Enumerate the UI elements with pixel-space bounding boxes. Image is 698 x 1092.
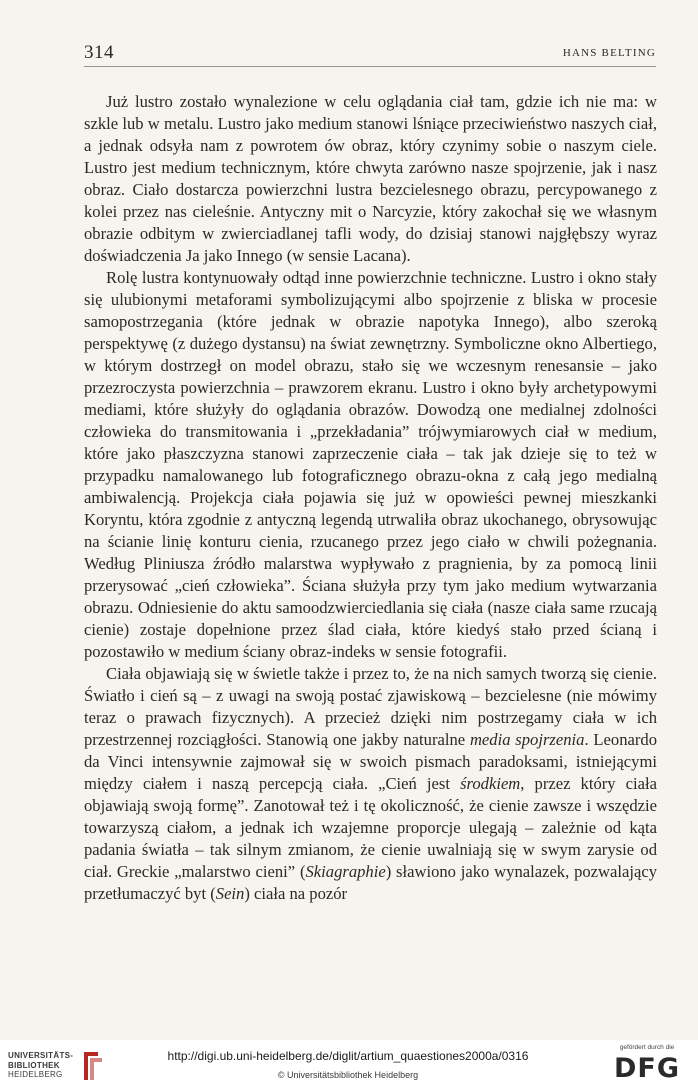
paragraph-2: Rolę lustra kontynuowały odtąd inne powierzchnie techniczne. Lustro i okno stały się ulubionymi metaforami symbolizującymi albo spojrzenie z bliska w procesie samopostrzegania (które jednak w obrazie napotyka Innego), albo szeroką perspektywę (z dużego dystansu) na świat zewnętrzny. Symboliczne okno Albertiego, w którym dostrzegł on model obrazu, stało się we wczesnym renesansie – jako przezroczysta powierzchnia – prawzorem ekranu. Lustro i okno były archetypowymi mediami, które służyły do oglądania obrazów. Dowodzą one medialnej zdolności człowieka do transmitowania i „przekładania” trójwymiarowych ciał w medium, które jako płaszczyzna stanowi zaprzeczenie ciała – tak jak dzieje się to też w przypadku namalowanego lub fotograficznego obrazu-okna z całą jego medialną ambiwalencją. Projekcja ciała pojawia się już w opowieści pewnej mieszkanki Koryntu, która zgodnie z antyczną legendą utrwaliła obraz ukochanego, obrysowując na ścianie linię konturu cienia, rzucanego przez jego ciało w chwili pożegnania. Według Pliniusza źródło malarstwa wypływało z pragnienia, by za pomocą linii przerysować „cień człowieka”. Ściana służyła przy tym jako medium wytwarzania obrazu. Odniesienie do aktu samoodzwierciedlania się ciała (nasze ciała same rzucają cienie) zostaje dopełnione przez ślad ciała, które kiedyś stało przed ścianą i pozostawiło w medium ściany obraz-indeks w sensie fotografii.	[84, 268, 657, 661]
page-number: 314	[84, 42, 114, 63]
library-name-line: UNIVERSITÄTS-	[8, 1051, 74, 1060]
library-name-line: HEIDELBERG	[8, 1070, 63, 1079]
page-header	[84, 42, 656, 66]
copyright-notice: © Universitätsbibliothek Heidelberg	[277, 1070, 419, 1080]
dfg-wordmark: DFG	[613, 1053, 681, 1084]
funding-caption: gefördert durch die	[619, 1044, 675, 1051]
paragraph-1: Już lustro zostało wynalezione w celu oglądania ciał tam, gdzie ich nie ma: w szkle lub w metalu. Lustro jako medium stanowi lśniące przeciwieństwo naszych ciał, a jednak odsyła nam z powrotem ów obraz, który czynimy sobie o naszym ciele. Lustro jest medium technicznym, które chwyta zarówno nasze spojrzenie, jak i nasz obraz. Ciało dostarcza powierzchni lustra bezcielesnego obrazu, percypowanego z kolei przez nas cieleśnie. Antyczny mit o Narcyzie, który zakochał się we własnym obrazie odbitym w zwierciadlanej tafli wody, do dzisiaj stanowi najgłębszy wyraz doświadczenia Ja jako Innego (w sensie Lacana).	[84, 92, 657, 265]
running-head: HANS BELTING	[562, 47, 656, 59]
permalink-url[interactable]: http://digi.ub.uni-heidelberg.de/diglit/artium_quaestiones2000a/0316	[167, 1049, 529, 1063]
library-emblem-icon	[78, 1050, 104, 1082]
dfg-logo[interactable]	[606, 1044, 688, 1088]
italic-term: Skiagraphie	[305, 862, 386, 881]
viewer-footer	[0, 1040, 698, 1092]
body-text	[84, 91, 657, 905]
paragraph-3: Ciała objawiają się w świetle także i przez to, że na nich samych tworzą się cienie. Światło i cień są – z uwagi na swoją postać zjawiskową – bezcielesne (nie mówimy teraz o prawach fizycznych). A przecież dzięki nim postrzegamy ciała w ich przestrzennej rozciągłości. Stanowią one jakby naturalne media spojrzenia. Leonardo da Vinci intensywnie zajmował się w swoich pismach paradoksami, istniejącymi między ciałem i naszą percepcją ciała. „Cień jest środkiem, przez który ciała objawiają swoją formę”. Zanotował też i tę okoliczność, że cienie zawsze i wszędzie towarzyszą ciałom, a jednak ich wzajemne proporcje ulegają – zależnie od kąta padania światła – tak silnym zmianom, że cienie uwalniają się w swym zarysie od ciał. Greckie „malarstwo cieni” (Skiagraphie) sławiono jako wynalazek, pozwalający przetłumaczyć byt (Sein) ciała na pozór	[84, 664, 657, 903]
library-logo[interactable]	[8, 1050, 120, 1084]
library-name-line: BIBLIOTHEK	[8, 1060, 60, 1070]
italic-term: media spojrzenia	[469, 730, 585, 749]
italic-term: środkiem	[460, 774, 521, 793]
italic-term: Sein	[215, 884, 245, 903]
header-rule	[84, 66, 656, 67]
